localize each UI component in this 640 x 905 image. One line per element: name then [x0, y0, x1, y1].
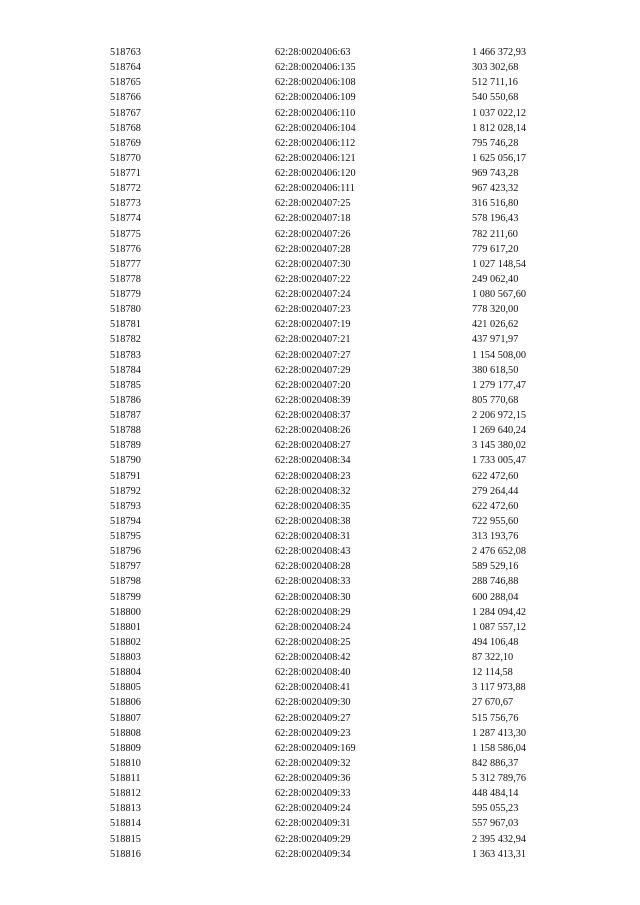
cadastral-number: 62:28:0020408:41 — [275, 682, 351, 694]
row-number: 518816 — [110, 848, 141, 860]
cadastral-value: 1 279 177,47 — [472, 379, 527, 391]
cadastral-value: 1 812 028,14 — [472, 122, 527, 134]
row-number: 518788 — [110, 425, 141, 437]
cadastral-value: 782 211,60 — [472, 228, 518, 240]
cadastral-value: 589 529,16 — [472, 561, 519, 573]
table-row — [110, 242, 592, 257]
cadastral-number: 62:28:0020409:169 — [275, 742, 356, 754]
cadastral-value: 779 617,20 — [472, 243, 519, 255]
row-number: 518814 — [110, 818, 141, 830]
row-number: 518766 — [110, 92, 141, 104]
cadastral-number: 62:28:0020406:135 — [275, 62, 356, 74]
row-number: 518767 — [110, 107, 141, 119]
cadastral-number: 62:28:0020407:25 — [275, 198, 351, 210]
cadastral-number: 62:28:0020407:19 — [275, 319, 351, 331]
table-row — [110, 287, 592, 302]
cadastral-value: 622 472,60 — [472, 470, 519, 482]
cadastral-value: 249 062,40 — [472, 273, 519, 285]
row-number: 518789 — [110, 440, 141, 452]
table-row — [110, 408, 592, 423]
row-number: 518770 — [110, 152, 141, 164]
table-row — [110, 60, 592, 75]
cadastral-number: 62:28:0020406:110 — [275, 107, 356, 119]
table-row — [110, 529, 592, 544]
cadastral-number: 62:28:0020407:24 — [275, 289, 351, 300]
cadastral-value: 515 756,76 — [472, 712, 519, 724]
cadastral-value: 967 423,32 — [472, 183, 519, 195]
cadastral-value: 557 967,03 — [472, 818, 519, 830]
table-row — [110, 741, 592, 756]
row-number: 518805 — [110, 682, 141, 694]
row-number: 518797 — [110, 561, 141, 573]
table-row — [110, 196, 592, 211]
cadastral-number: 62:28:0020408:28 — [275, 561, 351, 573]
cadastral-value: 303 302,68 — [472, 62, 519, 74]
cadastral-value-table — [110, 45, 592, 862]
cadastral-value: 1 466 372,93 — [472, 47, 527, 58]
table-row — [110, 620, 592, 635]
row-number: 518798 — [110, 576, 141, 588]
cadastral-number: 62:28:0020406:111 — [275, 183, 355, 195]
table-row — [110, 453, 592, 468]
row-number: 518806 — [110, 697, 141, 709]
cadastral-number: 62:28:0020406:63 — [275, 47, 351, 58]
row-number: 518815 — [110, 833, 141, 845]
table-row — [110, 332, 592, 347]
cadastral-number: 62:28:0020408:40 — [275, 667, 351, 679]
row-number: 518799 — [110, 591, 141, 603]
table-row — [110, 544, 592, 559]
row-number: 518769 — [110, 137, 141, 149]
row-number: 518811 — [110, 773, 141, 784]
table-row — [110, 847, 592, 862]
cadastral-value: 316 516,80 — [472, 198, 519, 210]
cadastral-number: 62:28:0020407:30 — [275, 258, 351, 270]
cadastral-value: 540 550,68 — [472, 92, 519, 104]
row-number: 518800 — [110, 606, 141, 618]
cadastral-number: 62:28:0020408:42 — [275, 652, 351, 663]
cadastral-number: 62:28:0020409:34 — [275, 848, 351, 860]
cadastral-value: 1 287 413,30 — [472, 727, 527, 739]
table-row — [110, 423, 592, 438]
cadastral-value: 1 269 640,24 — [472, 425, 527, 437]
cadastral-number: 62:28:0020406:112 — [275, 137, 356, 149]
cadastral-value: 313 193,76 — [472, 531, 519, 542]
cadastral-number: 62:28:0020408:29 — [275, 606, 351, 618]
cadastral-value: 622 472,60 — [472, 500, 519, 512]
table-row — [110, 590, 592, 605]
cadastral-value: 380 618,50 — [472, 364, 519, 376]
row-number: 518812 — [110, 788, 141, 800]
cadastral-value: 288 746,88 — [472, 576, 519, 588]
cadastral-value: 1 027 148,54 — [472, 258, 527, 270]
cadastral-value: 5 312 789,76 — [472, 773, 527, 784]
cadastral-number: 62:28:0020409:32 — [275, 757, 351, 769]
cadastral-value: 805 770,68 — [472, 394, 519, 406]
cadastral-number: 62:28:0020408:23 — [275, 470, 351, 482]
row-number: 518780 — [110, 304, 141, 316]
cadastral-number: 62:28:0020409:36 — [275, 773, 351, 784]
cadastral-number: 62:28:0020406:121 — [275, 152, 356, 164]
cadastral-number: 62:28:0020407:27 — [275, 349, 351, 361]
cadastral-number: 62:28:0020408:27 — [275, 440, 351, 452]
cadastral-number: 62:28:0020408:34 — [275, 455, 351, 467]
row-number: 518810 — [110, 757, 141, 769]
row-number: 518803 — [110, 652, 141, 663]
table-row — [110, 257, 592, 272]
table-row — [110, 136, 592, 151]
cadastral-value: 421 026,62 — [472, 319, 519, 331]
row-number: 518790 — [110, 455, 141, 467]
cadastral-value: 795 746,28 — [472, 137, 519, 149]
row-number: 518804 — [110, 667, 141, 679]
cadastral-value: 1 625 056,17 — [472, 152, 527, 164]
cadastral-number: 62:28:0020409:31 — [275, 818, 351, 830]
row-number: 518771 — [110, 168, 141, 179]
row-number: 518785 — [110, 379, 141, 391]
table-row — [110, 438, 592, 453]
row-number: 518772 — [110, 183, 141, 195]
table-row — [110, 786, 592, 801]
table-row — [110, 605, 592, 620]
cadastral-value: 1 154 508,00 — [472, 349, 527, 361]
row-number: 518791 — [110, 470, 141, 482]
cadastral-value: 1 284 094,42 — [472, 606, 527, 618]
table-row — [110, 635, 592, 650]
cadastral-number: 62:28:0020407:21 — [275, 334, 351, 346]
table-row — [110, 801, 592, 816]
cadastral-value: 437 971,97 — [472, 334, 519, 346]
cadastral-value: 27 670,67 — [472, 697, 514, 709]
row-number: 518776 — [110, 243, 141, 255]
row-number: 518777 — [110, 258, 141, 270]
row-number: 518764 — [110, 62, 141, 74]
cadastral-value: 1 037 022,12 — [472, 107, 527, 119]
row-number: 518768 — [110, 122, 141, 134]
cadastral-value: 578 196,43 — [472, 213, 519, 225]
row-number: 518775 — [110, 228, 141, 240]
cadastral-number: 62:28:0020406:104 — [275, 122, 356, 134]
cadastral-number: 62:28:0020409:33 — [275, 788, 351, 800]
row-number: 518765 — [110, 77, 141, 89]
table-row — [110, 181, 592, 196]
cadastral-value: 722 955,60 — [472, 515, 519, 527]
cadastral-number: 62:28:0020409:29 — [275, 833, 351, 845]
cadastral-value: 494 106,48 — [472, 636, 519, 648]
cadastral-number: 62:28:0020408:25 — [275, 636, 351, 648]
table-row — [110, 695, 592, 710]
cadastral-value: 1 158 586,04 — [472, 742, 527, 754]
row-number: 518793 — [110, 500, 141, 512]
table-row — [110, 771, 592, 786]
cadastral-number: 62:28:0020407:18 — [275, 213, 351, 225]
table-row — [110, 756, 592, 771]
cadastral-number: 62:28:0020406:120 — [275, 168, 356, 179]
row-number: 518763 — [110, 47, 141, 58]
cadastral-value: 1 733 005,47 — [472, 455, 527, 467]
table-row — [110, 680, 592, 695]
table-row — [110, 559, 592, 574]
row-number: 518781 — [110, 319, 141, 331]
table-row — [110, 227, 592, 242]
table-row — [110, 121, 592, 136]
table-row — [110, 650, 592, 665]
cadastral-value: 842 886,37 — [472, 757, 519, 769]
cadastral-number: 62:28:0020408:30 — [275, 591, 351, 603]
table-body — [110, 45, 592, 862]
row-number: 518795 — [110, 531, 141, 542]
row-number: 518787 — [110, 410, 141, 421]
cadastral-number: 62:28:0020408:35 — [275, 500, 351, 512]
cadastral-value: 87 322,10 — [472, 652, 514, 663]
cadastral-number: 62:28:0020408:43 — [275, 546, 351, 558]
table-row — [110, 832, 592, 847]
table-row — [110, 363, 592, 378]
table-row — [110, 711, 592, 726]
cadastral-value: 3 145 380,02 — [472, 440, 527, 452]
row-number: 518786 — [110, 394, 141, 406]
cadastral-number: 62:28:0020407:23 — [275, 304, 351, 316]
cadastral-value: 3 117 973,88 — [472, 682, 526, 694]
cadastral-value: 2 395 432,94 — [472, 833, 527, 845]
cadastral-number: 62:28:0020408:37 — [275, 410, 351, 421]
cadastral-number: 62:28:0020408:26 — [275, 425, 351, 437]
table-row — [110, 45, 592, 60]
cadastral-number: 62:28:0020407:22 — [275, 273, 351, 285]
cadastral-value: 12 114,58 — [472, 667, 513, 679]
cadastral-number: 62:28:0020408:38 — [275, 515, 351, 527]
table-row — [110, 348, 592, 363]
cadastral-number: 62:28:0020409:30 — [275, 697, 351, 709]
cadastral-number: 62:28:0020407:28 — [275, 243, 351, 255]
row-number: 518792 — [110, 485, 141, 497]
table-row — [110, 393, 592, 408]
table-row — [110, 378, 592, 393]
table-row — [110, 816, 592, 831]
cadastral-value: 1 080 567,60 — [472, 289, 527, 300]
cadastral-number: 62:28:0020408:24 — [275, 621, 351, 633]
table-row — [110, 272, 592, 287]
cadastral-value: 1 087 557,12 — [472, 621, 527, 633]
row-number: 518784 — [110, 364, 141, 376]
table-row — [110, 166, 592, 181]
cadastral-value: 448 484,14 — [472, 788, 519, 800]
cadastral-value: 600 288,04 — [472, 591, 519, 603]
row-number: 518802 — [110, 636, 141, 648]
row-number: 518807 — [110, 712, 141, 724]
row-number: 518808 — [110, 727, 141, 739]
cadastral-value: 2 206 972,15 — [472, 410, 527, 421]
row-number: 518782 — [110, 334, 141, 346]
table-row — [110, 151, 592, 166]
cadastral-value: 512 711,16 — [472, 77, 518, 89]
table-row — [110, 484, 592, 499]
cadastral-number: 62:28:0020408:39 — [275, 394, 351, 406]
cadastral-number: 62:28:0020406:108 — [275, 77, 356, 89]
table-row — [110, 514, 592, 529]
row-number: 518773 — [110, 198, 141, 210]
table-row — [110, 726, 592, 741]
table-row — [110, 75, 592, 90]
cadastral-number: 62:28:0020406:109 — [275, 92, 356, 104]
cadastral-value: 595 055,23 — [472, 803, 519, 815]
cadastral-number: 62:28:0020409:23 — [275, 727, 351, 739]
row-number: 518796 — [110, 546, 141, 558]
table-row — [110, 665, 592, 680]
cadastral-value: 969 743,28 — [472, 168, 519, 179]
cadastral-number: 62:28:0020407:26 — [275, 228, 351, 240]
cadastral-value: 279 264,44 — [472, 485, 519, 497]
cadastral-number: 62:28:0020407:29 — [275, 364, 351, 376]
row-number: 518783 — [110, 349, 141, 361]
table-row — [110, 574, 592, 589]
table-row — [110, 317, 592, 332]
table-row — [110, 302, 592, 317]
row-number: 518779 — [110, 289, 141, 300]
cadastral-value: 2 476 652,08 — [472, 546, 527, 558]
row-number: 518778 — [110, 273, 141, 285]
cadastral-value: 778 320,00 — [472, 304, 519, 316]
cadastral-number: 62:28:0020409:27 — [275, 712, 351, 724]
cadastral-number: 62:28:0020408:33 — [275, 576, 351, 588]
row-number: 518794 — [110, 515, 141, 527]
table-row — [110, 106, 592, 121]
table-row — [110, 211, 592, 226]
cadastral-value: 1 363 413,31 — [472, 848, 527, 860]
cadastral-number: 62:28:0020407:20 — [275, 379, 351, 391]
table-row — [110, 90, 592, 105]
cadastral-number: 62:28:0020409:24 — [275, 803, 351, 815]
row-number: 518801 — [110, 621, 141, 633]
row-number: 518774 — [110, 213, 141, 225]
row-number: 518813 — [110, 803, 141, 815]
row-number: 518809 — [110, 742, 141, 754]
cadastral-number: 62:28:0020408:31 — [275, 531, 351, 542]
cadastral-number: 62:28:0020408:32 — [275, 485, 351, 497]
table-row — [110, 469, 592, 484]
table-row — [110, 499, 592, 514]
